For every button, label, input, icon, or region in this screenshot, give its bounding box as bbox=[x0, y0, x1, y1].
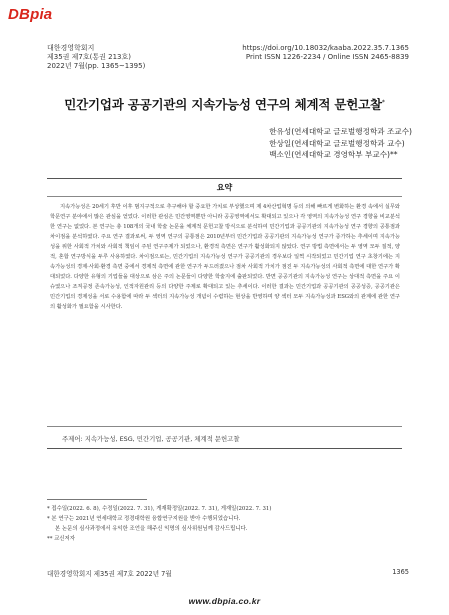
title-footnote-mark: * bbox=[381, 98, 385, 106]
running-footer: 대한경영학회지 제35권 제7호 2022년 7월 bbox=[47, 570, 172, 578]
abstract-heading-rule bbox=[47, 196, 402, 197]
footnote-acknowledgement: 본 논문의 심사과정에서 유익한 조언을 해주신 익명의 심사위원님께 감사드립니다. bbox=[55, 526, 248, 532]
journal-info bbox=[47, 44, 145, 71]
footnotes bbox=[47, 504, 387, 544]
keywords: 주제어: 지속가능성, ESG, 민간기업, 공공기관, 체계적 문헌고찰 bbox=[62, 435, 240, 443]
author-1: 한유성(연세대학교 글로벌행정학과 조교수) bbox=[269, 127, 412, 136]
footnote-funding: * 본 연구는 2021년 연세대학교 정경대학원 융합연구지원을 받아 수행되었습니다. bbox=[47, 516, 241, 522]
author-list bbox=[269, 126, 412, 161]
abstract-top-rule bbox=[47, 178, 402, 179]
footnote-dates: * 접수일(2022. 6. 8), 수정일(2022. 7. 31), 게재확정일(2022. 7. 31), 게재일(2022. 7. 31) bbox=[47, 506, 272, 512]
journal-name: 대한경영학회지 bbox=[47, 44, 95, 52]
dbpia-url[interactable]: www.dbpia.co.kr bbox=[188, 596, 261, 606]
issn-text: Print ISSN 1226-2234 / Online ISSN 2465-8839 bbox=[245, 53, 409, 61]
logo-text: DBpia bbox=[8, 6, 53, 23]
doi-link[interactable]: https://doi.org/10.18032/kaaba.2022.35.7.1365 bbox=[242, 44, 409, 52]
abstract-body: 지속가능성은 20세기 후반 이후 범지구적으로 추구해야 할 중요한 가치로 부상했으며 제 4차산업혁명 등의 의해 빠르게 변화하는 환경 속에서 실무와 학문연구 분야에서 많은 관심을 얻었다. 이러한 관심은 민간영역뿐만 아니라 공공영역에서도 확대되고 있으나 각 영역의 지속가능성 연구 경향을 비교분석한 연구는 없었다. 본 연구는 총 108개의 국내 학술 논문을 체계적 문헌고찰 방식으로 분석하여 민간기업과 공공기관의 지속가능성 연구 경향의 공통점과 차이점을 분석하였다. 주요 연구 결과로써, 두 영역 연구의 공통점은 2010년부터 민간기업과 공공기관의 지속가능성 연구가 증가하는 추세이며 지속가능성을 위한 사회적 가치와 사회적 책임이 주된 연구주제가 되었으나, 환경적 측면은 연구가 활성화되지 않았다. 연구 방법 측면에서는 두 영역 모두 질적, 양적, 혼합 연구방식을 두루 사용하였다. 차이점으로는, 민간기업의 지속가능성 연구가 공공기관의 경우보다 일찍 시작되었고 민간기업 연구 초창기에는 지속가능성의 경제·사회·환경 측면 중에서 경제적 측면에 관한 연구가 두드러졌으나 점차 사회적 가치가 점진 두 지속가능성의 사회적 측면에 대한 연구가 확대되었다. 다양한 유형의 기업들을 대상으로 삼은 주의 논문들이 다양한 학술지에 출판되었다. 반면 공공기관의 지속가능성 연구는 상대적 측면을 주요 이슈였으나 조직공정 존속가능성, 인적자원관리 등의 다양한 주제로 확대되고 있는 추세이다. 이러한 결과는 민간기업과 공공기관의 공공성증, 공공기관은 민간기업의 경제성을 서로 수용함에 따라 두 섹터의 지속가능성 개념이 수렴하는 현상을 반영하며 양 섹터 모두 지속가능성과 ESG와의 관계에 관한 연구의 활성화가 필요함을 시사한다. bbox=[50, 204, 401, 311]
footnote-rule bbox=[47, 499, 147, 500]
footnote-corresponding: ** 교신저자 bbox=[47, 536, 75, 542]
paper-title: 민간기업과 공공기관의 지속가능성 연구의 체계적 문헌고찰* bbox=[64, 97, 385, 112]
abstract-heading: 요약 bbox=[216, 183, 233, 192]
dbpia-logo[interactable] bbox=[8, 4, 53, 23]
doi-issn-info bbox=[242, 44, 409, 62]
page-number: 1365 bbox=[392, 568, 409, 576]
author-2: 한상일(연세대학교 글로벌행정학과 교수) bbox=[269, 138, 405, 148]
journal-volume: 제35권 제7호(통권 213호) bbox=[47, 53, 131, 61]
author-3: 백소인(연세대학교 경영학부 부교수)** bbox=[269, 150, 398, 159]
abstract-bottom-rule bbox=[47, 426, 402, 427]
keywords-bottom-rule bbox=[47, 448, 402, 449]
journal-date-pages: 2022년 7월(pp. 1365~1395) bbox=[47, 62, 146, 70]
